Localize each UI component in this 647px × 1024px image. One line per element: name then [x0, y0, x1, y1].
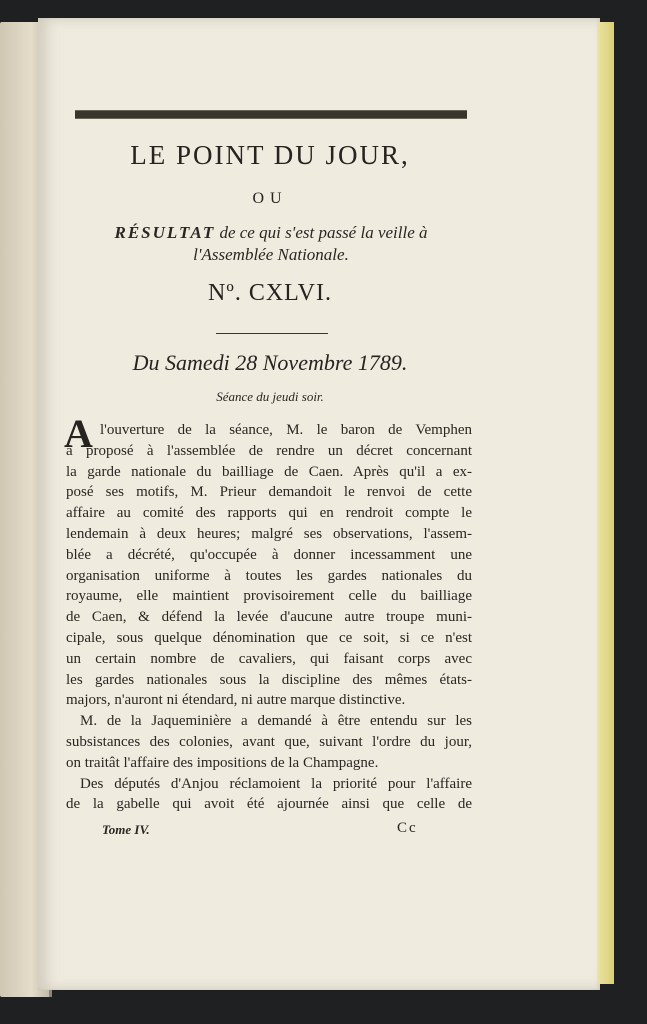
subtitle-lead: RÉSULTAT: [114, 223, 216, 242]
title-ou: OU: [252, 190, 288, 207]
text-line: de la gabelle qui avoit été ajournée ainsi que celle de: [66, 796, 472, 813]
text-line: on traitât l'affaire des impositions de la Champagne.: [66, 754, 379, 771]
page-edge: [598, 22, 614, 984]
text-line: la garde nationale du bailliage de Caen. Après qu'il a ex-: [66, 463, 472, 480]
section-rule: [216, 333, 328, 334]
text-line: lendemain à deux heures; malgré ses observations, l'assem-: [66, 525, 472, 542]
body-text: [64, 411, 472, 815]
subtitle-line2: l'Assemblée Nationale.: [193, 245, 349, 264]
page-title: LE POINT DU JOUR,: [130, 140, 410, 170]
text-line: subsistances des colonies, avant que, suivant l'ordre du jour,: [66, 733, 472, 750]
text-line: l'ouverture de la séance, M. le baron de Vemphen: [100, 422, 472, 438]
header-rule: [75, 110, 467, 119]
text-line: cipale, sous quelque dénomination que ce soit, si ce n'est: [66, 629, 472, 646]
text-line: royaume, elle maintient provisoirement celle du bailliage: [66, 588, 472, 605]
text-line: un certain nombre de cavaliers, qui faisant corps avec: [66, 650, 472, 667]
text-line: les gardes nationales sous la discipline des mêmes états-: [66, 671, 472, 688]
signature-mark: Cc: [397, 820, 418, 836]
text-line: affaire au comité des rapports qui en rendroit compte le: [66, 505, 472, 522]
subtitle: [66, 222, 476, 266]
text-line: posé ses motifs, M. Prieur demandoit le renvoi de cette: [66, 484, 472, 501]
text-line: organisation uniforme à toutes les gardes nationales du: [66, 567, 472, 584]
issue-number: Nº. CXLVI.: [208, 280, 332, 306]
text-line: de Caen, & défend la levée d'aucune autre troupe muni-: [66, 609, 472, 626]
text-line: majors, n'auront ni étendard, ni autre marque distinctive.: [66, 692, 406, 709]
text-line: blée a décrété, qu'occupée à donner incessamment une: [66, 546, 472, 563]
session-heading: Séance du jeudi soir.: [216, 389, 324, 404]
subtitle-line1: de ce qui s'est passé la veille à: [219, 223, 428, 242]
text-line: M. de la Jaqueminière a demandé à être entendu sur les: [80, 713, 472, 730]
text-line: Des députés d'Anjou réclamoient la priorité pour l'affaire: [80, 775, 472, 792]
volume-label: Tome IV.: [102, 822, 150, 837]
drop-cap: A: [64, 411, 93, 456]
text-line: a proposé à l'assemblée de rendre un décret concernant: [66, 442, 472, 459]
issue-date: Du Samedi 28 Novembre 1789.: [132, 350, 408, 375]
